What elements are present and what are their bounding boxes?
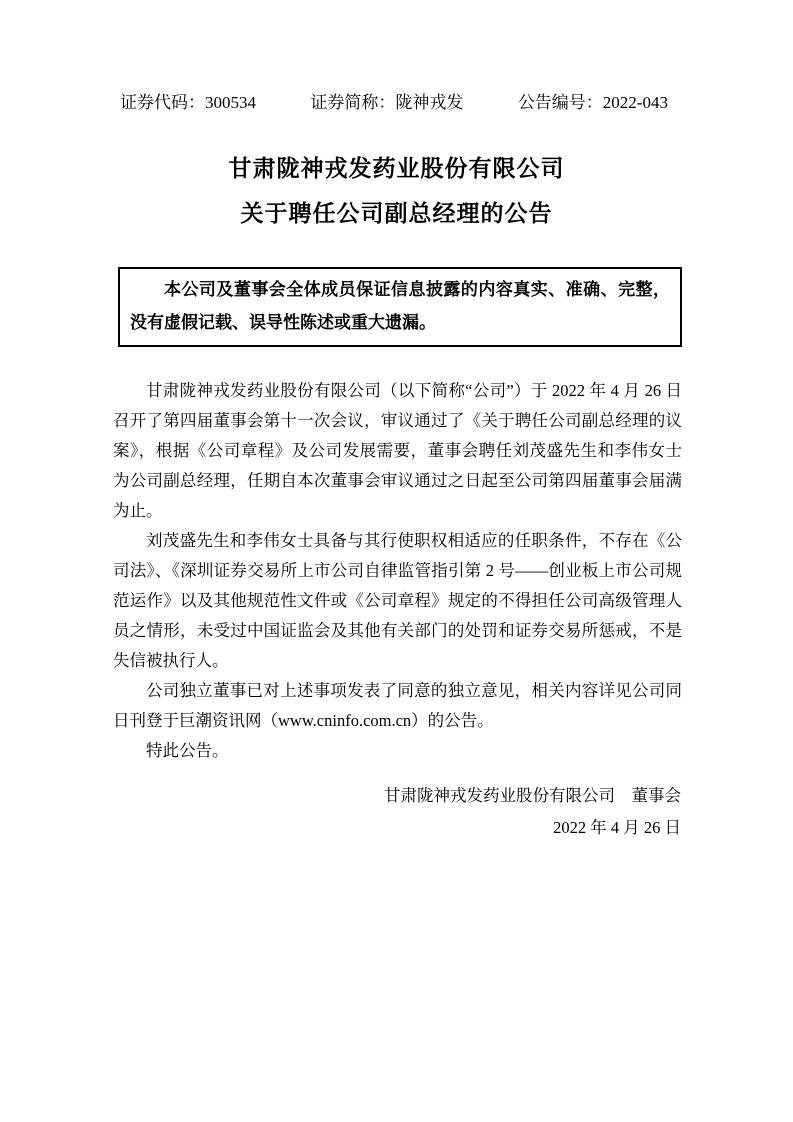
stock-name: 证券简称：陇神戎发	[310, 93, 464, 112]
body-paragraph-2: 刘茂盛先生和李伟女士具备与其行使职权相适应的任职条件，不存在《公司法》、《深圳证券交易所上市公司自律监管指引第 2 号——创业板上市公司规范运作》以及其他规范性文件或《公司章程》规定的不得担任公司高级管理人员之情形，未受过中国证监会及其他有关部门的处罚和证券交易所惩戒，不是失信被执行人。	[113, 531, 682, 670]
signature-block	[384, 780, 681, 844]
body-paragraph-1: 甘肃陇神戎发药业股份有限公司（以下简称“公司”）于 2022 年 4 月 26 日召开了第四届董事会第十一次会议，审议通过了《关于聘任公司副总经理的议案》，根据《公司章程》及公司发展需要，董事会聘任刘茂盛先生和李伟女士为公司副总经理，任期自本次董事会审议通过之日起至公司第四届董事会届满为止。	[113, 381, 682, 520]
title-company-line: 甘肃陇神戎发药业股份有限公司	[228, 155, 565, 181]
document-header	[120, 92, 668, 114]
signature-company: 甘肃陇神戎发药业股份有限公司 董事会	[384, 786, 681, 805]
document-body	[113, 376, 682, 766]
stock-code: 证券代码：300534	[120, 93, 256, 112]
disclaimer-text: 本公司及董事会全体成员保证信息披露的内容真实、准确、完整，没有虚假记载、误导性陈述或重大遗漏。	[130, 280, 670, 332]
body-paragraph-3: 公司独立董事已对上述事项发表了同意的独立意见，相关内容详见公司同日刊登于巨潮资讯网（www.cninfo.com.cn）的公告。	[113, 681, 682, 730]
signature-date: 2022 年 4 月 26 日	[553, 818, 681, 837]
title-subject-line: 关于聘任公司副总经理的公告	[240, 200, 553, 226]
closing-statement: 特此公告。	[146, 741, 229, 760]
document-title	[0, 146, 793, 236]
announcement-number: 公告编号：2022-043	[517, 93, 668, 112]
disclaimer-box	[118, 267, 682, 347]
